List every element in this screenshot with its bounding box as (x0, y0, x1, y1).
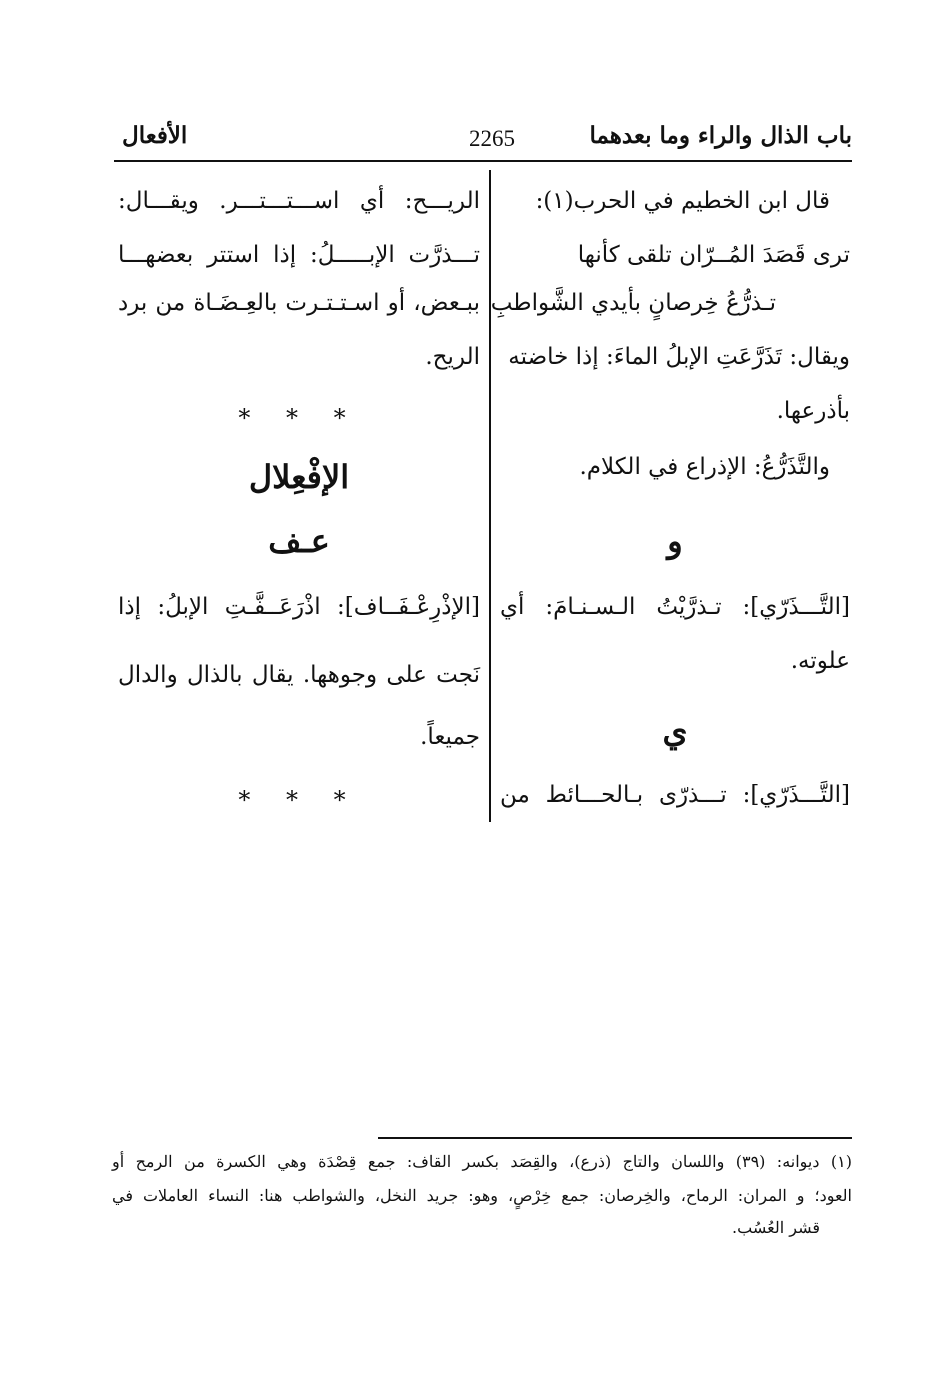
section-separator: * * * (238, 786, 360, 814)
entry-line: [الإذْرِعْـفَــاف]: اذْرَعَــفَّـتِ الإبلُ: إذا (118, 594, 480, 620)
entry-line: [التَّـــذَرّي]: تـــذرّى بـالحـــائط من (500, 782, 850, 808)
text-line: قال ابن الخطيم في الحرب(١): (535, 188, 830, 214)
text-line: والتَّذَرُّعُ: الإذراع في الكلام. (579, 454, 830, 480)
header-rule (114, 160, 852, 162)
verse-line: ترى قَصَدَ المُــرّان تلقى كأنها (577, 242, 850, 268)
footnote-line: العود؛ و المران: الرماح، والخِرصان: جمع خِرْصٍ، وهو: جريد النخل، والشواطب هنا: النساء العاملات في (112, 1186, 852, 1205)
footnote-line: قشر العُسُب. (732, 1218, 820, 1237)
footnote-line: (١) ديوانه: (٣٩) واللسان والتاج (ذرع)، والقِصَد بكسر القاف: جمع قِصْدَة وهي الكسرة من الرمح أو (112, 1152, 852, 1171)
running-header-section: الأفعال (122, 122, 188, 149)
letter-heading: ي (662, 712, 688, 750)
text-line: ببـعض، أو اسـتـتـرت بالعِـضَـاة من برد (118, 290, 480, 316)
text-line: جميعاً. (420, 724, 480, 750)
chapter-heading: الإفْعِلال (248, 458, 350, 496)
footnote-rule (378, 1137, 852, 1139)
text-line: تـــذرَّت الإبـــــلُ: إذا استتر بعضهـــا (118, 242, 480, 268)
verse-line: تـذرُّعُ خِرصانٍ بأيدي الشَّواطبِ (490, 290, 776, 316)
root-heading: عـف (268, 522, 330, 560)
text-line: الريـــح: أي اســـتـــتـــر. ويقـــال: (118, 188, 480, 214)
section-separator: * * * (238, 404, 360, 432)
text-line: الريح. (425, 344, 480, 370)
running-header-chapter: باب الذال والراء وما بعدهما (589, 122, 852, 149)
text-line: ويقال: تَذَرَّعَتِ الإبلُ الماءَ: إذا خاضته (508, 344, 850, 370)
text-line: نَجت على وجوهها. يقال بالذال والدال (118, 662, 480, 688)
entry-line: [التَّـــذَرّي]: تـذرَّيْتُ الـسـنـامَ: أي (500, 594, 850, 620)
page-number: 2265 (469, 126, 515, 151)
column-divider (489, 170, 491, 822)
text-line: بأذرعها. (776, 398, 850, 424)
text-line: علوته. (790, 648, 850, 674)
letter-heading: و (667, 522, 683, 560)
